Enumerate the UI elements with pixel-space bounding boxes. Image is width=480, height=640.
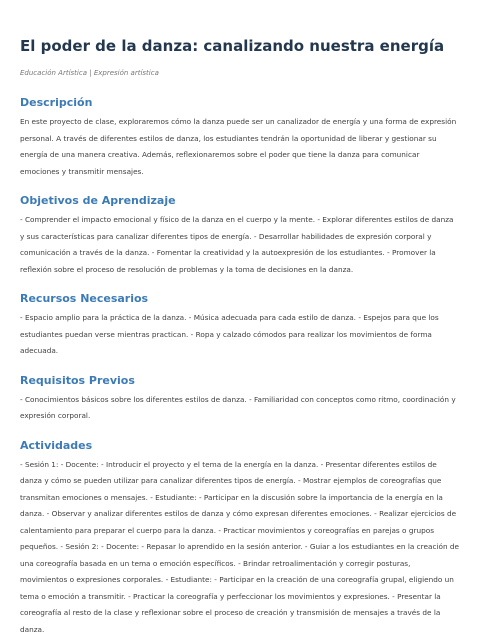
section-heading: Descripción	[20, 96, 93, 109]
section-body: - Comprender el impacto emocional y físico de la danza en el cuerpo y la mente. - Explorar diferentes estilos de danza y sus características para canalizar diferentes tipos de energía. - Desarrollar habilidades de expresión corporal y comunicación a través de la danza. - Fomentar la creatividad y la autoexpresión de los estudiantes. - Promover la reflexión sobre el proceso de resolución de problemas y la toma de decisiones en la danza.	[20, 215, 454, 274]
section-recursos	[20, 292, 460, 360]
section-descripcion	[20, 96, 460, 180]
section-actividades	[20, 439, 460, 639]
page-title: El poder de la danza: canalizando nuestra energía	[20, 37, 445, 55]
section-body: - Espacio amplio para la práctica de la danza. - Música adecuada para cada estilo de danza. - Espejos para que los estudiantes puedan verse mientras practican. - Ropa y calzado cómodos para realizar los movimientos de forma adecuada.	[20, 313, 439, 355]
section-heading: Actividades	[20, 438, 93, 452]
section-heading: Objetivos de Aprendizaje	[20, 194, 176, 207]
section-body: - Sesión 1: - Docente: - Introducir el proyecto y el tema de la energía en la danza. - Presentar diferentes estilos de danza y cómo se pueden utilizar para canalizar diferentes tipos de energía. - Mostrar ejemplos de coreografías que transmitan emociones o mensajes. - Estudiante: - Participar en la discusión sobre la importancia de la energía en la danza. - Observar y analizar diferentes estilos de danza y cómo expresan diferentes emociones. - Realizar ejercicios de calentamiento para preparar el cuerpo para la danza. - Practicar movimientos y coreografías en parejas o grupos pequeños. - Sesión 2: - Docente: - Repasar lo aprendido en la sesión anterior. - Guiar a los estudiantes en la creación de una coreografía basada en un tema o emoción específicos. - Brindar retroalimentación y corregir posturas, movimientos o expresiones corporales. - Estudiante: - Participar en la creación de una coreografía grupal, eligiendo un tema o emoción a transmitir. - Practicar la coreografía y perfeccionar los movimientos y expresiones. - Presentar la coreografía al resto de la clase y reflexionar sobre el proceso de creación y transmisión de mensajes a través de la danza.	[20, 459, 460, 634]
section-requisitos	[20, 374, 460, 425]
section-body: - Conocimientos básicos sobre los diferentes estilos de danza. - Familiaridad con conceptos como ritmo, coordinación y expresión corporal.	[20, 394, 456, 420]
subject-subtitle: Educación Artística | Expresión artística	[20, 69, 159, 77]
section-body: En este proyecto de clase, exploraremos cómo la danza puede ser un canalizador de energía y una forma de expresión personal. A través de diferentes estilos de danza, los estudiantes tendrán la oportunidad de liberar y gestionar su energía de una manera creativa. Además, reflexionaremos sobre el poder que tiene la danza para comunicar emociones y transmitir mensajes.	[20, 117, 457, 176]
section-heading: Requisitos Previos	[20, 373, 135, 387]
section-heading: Recursos Necesarios	[20, 292, 149, 305]
section-objetivos	[20, 194, 460, 278]
